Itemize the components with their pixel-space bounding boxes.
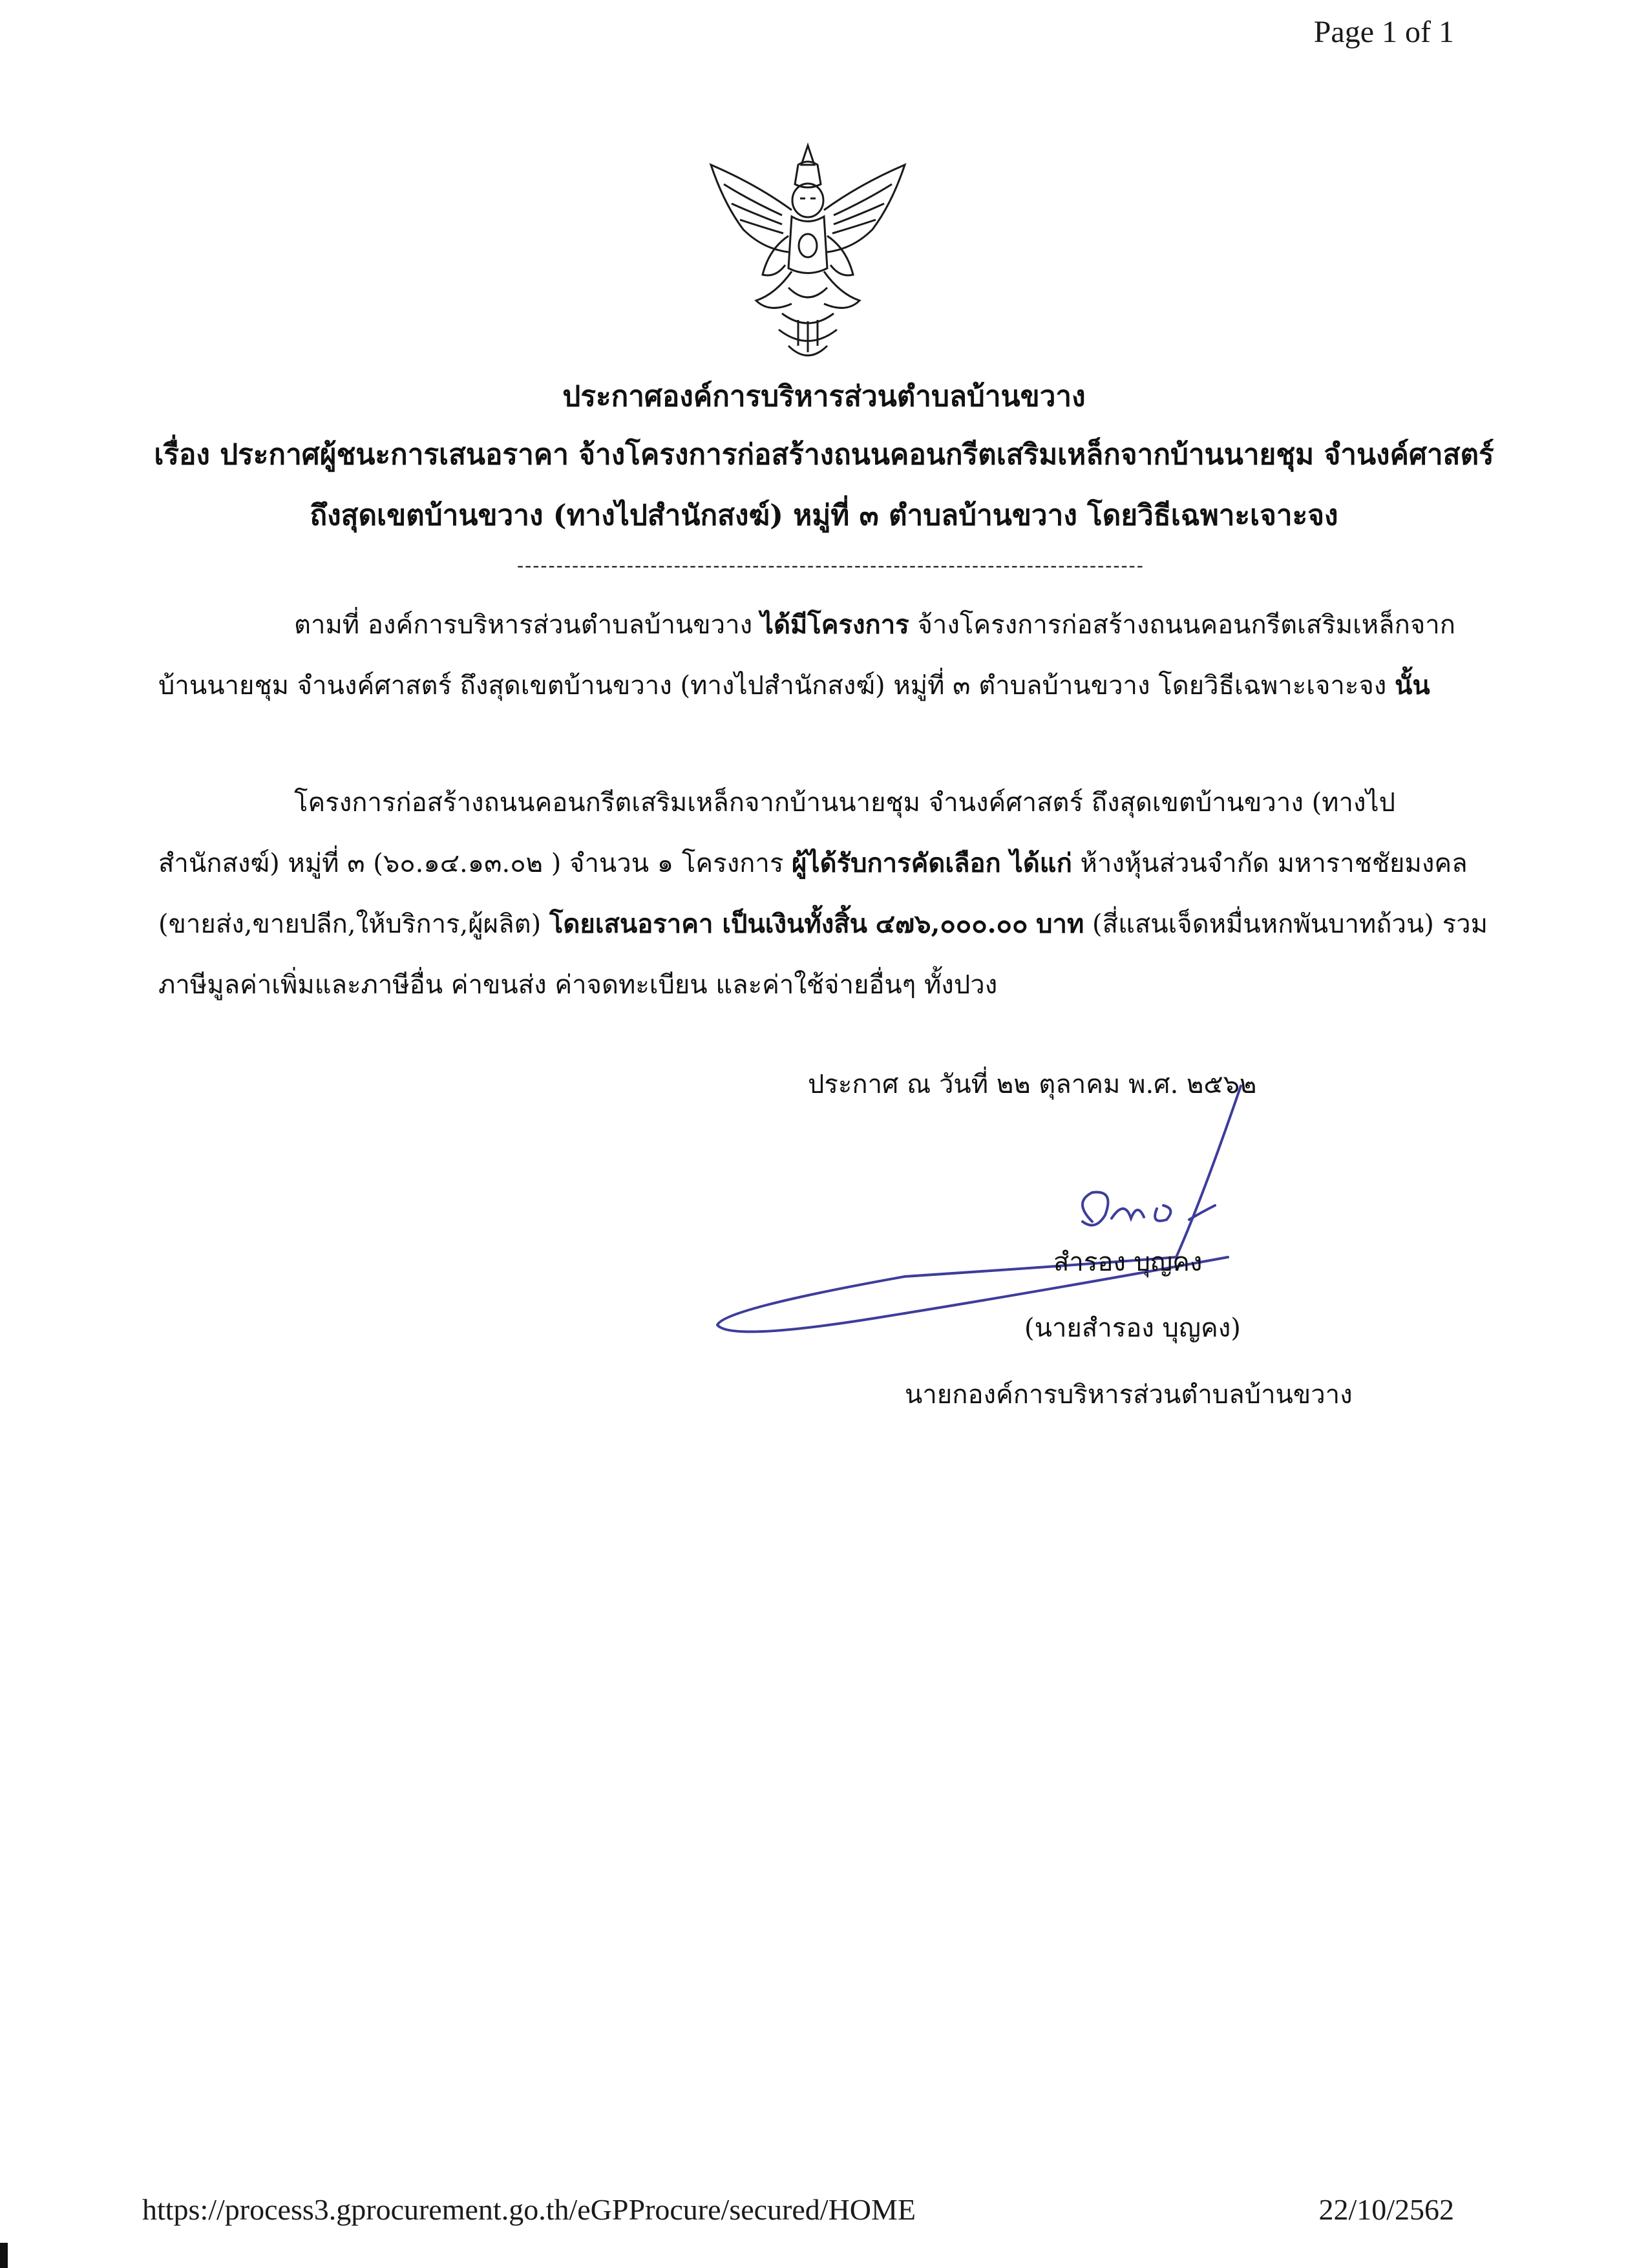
subject-label: เรื่อง ประกาศผู้ชนะการเสนอราคา [154, 438, 569, 471]
p1-bold: ได้มีโครงการ [760, 609, 909, 640]
date-label: ประกาศ ณ วันที่ [808, 1070, 989, 1099]
p2-text: โครงการก่อสร้างถนนคอนกรีตเสริมเหล็กจากบ้านนายชุม จำนงค์ศาสตร์ ถึงสุดเขตบ้านขวาง (ทางไปสำนักสงฆ์) หมู่ที่ ๓ (๖๐.๑๔.๑๓.๐๒ ) จำนวน ๑ โครงการ [158, 788, 1396, 878]
footer-print-date: 22/10/2562 [1318, 2193, 1454, 2226]
announcement-subject-line1 [0, 432, 1648, 477]
p2-selected-label: ผู้ได้รับการคัดเลือก ได้แก่ [792, 848, 1072, 878]
signer-fullname: (นายสำรอง บุญคง) [1024, 1313, 1241, 1343]
body-paragraph-2 [158, 772, 1490, 1015]
garuda-emblem-icon [698, 139, 918, 372]
p1-lead: ตามที่ [294, 610, 360, 640]
p1-rest: จ้างโครงการก่อสร้างถนนคอนกรีตเสริมเหล็กจากบ้านนายชุม จำนงค์ศาสตร์ ถึงสุดเขตบ้านขวาง (ทางไปสำนักสงฆ์) หมู่ที่ ๓ ตำบลบ้านขวาง โดยวิธีเฉพาะเจาะจง [158, 610, 1455, 701]
signer-name: สำรอง บุญคง [1053, 1247, 1203, 1277]
p2-tail: รวมภาษีมูลค่าเพิ่มและภาษีอื่น ค่าขนส่ง ค่าจดทะเบียน และค่าใช้จ่ายอื่นๆ ทั้งปวง [158, 909, 1488, 1000]
p2-offer-label: โดยเสนอราคา เป็นเงินทั้งสิ้น [549, 909, 867, 939]
date-value: ๒๒ ตุลาคม พ.ศ. ๒๕๖๒ [996, 1070, 1257, 1099]
footer-url: https://process3.gprocurement.go.th/eGPProcure/secured/HOME [142, 2193, 916, 2226]
p1-org: องค์การบริหารส่วนตำบลบ้านขวาง [367, 610, 753, 640]
p2-winner: ห้างหุ้นส่วนจำกัด มหาราชชัยมงคล (ขายส่ง,ขายปลีก,ให้บริการ,ผู้ผลิต) [158, 849, 1468, 939]
p2-amount-words: (สี่แสนเจ็ดหมื่นหกพันบาทถ้วน) [1092, 909, 1434, 939]
subject-text-cont: ถึงสุดเขตบ้านขวาง (ทางไปสำนักสงฆ์) หมู่ที่ ๓ ตำบลบ้านขวาง โดยวิธีเฉพาะเจาะจง [310, 499, 1338, 532]
p1-end: นั้น [1395, 670, 1430, 701]
title-divider: -------------------------------------------------------------------------------- [517, 555, 1145, 577]
announcement-title: ประกาศองค์การบริหารส่วนตำบลบ้านขวาง [562, 380, 1086, 413]
page-number: Page 1 of 1 [1313, 15, 1454, 49]
scan-edge-mark [0, 2243, 8, 2268]
announcement-subject-line2 [0, 493, 1648, 538]
p2-currency: บาท [1036, 909, 1084, 939]
signer-position: นายกองค์การบริหารส่วนตำบลบ้านขวาง [905, 1380, 1353, 1410]
p2-amount: ๔๗๖,๐๐๐.๐๐ [875, 909, 1028, 939]
body-paragraph-1 [158, 595, 1490, 716]
subject-text: จ้างโครงการก่อสร้างถนนคอนกรีตเสริมเหล็กจากบ้านนายชุม จำนงค์ศาสตร์ [578, 438, 1494, 471]
